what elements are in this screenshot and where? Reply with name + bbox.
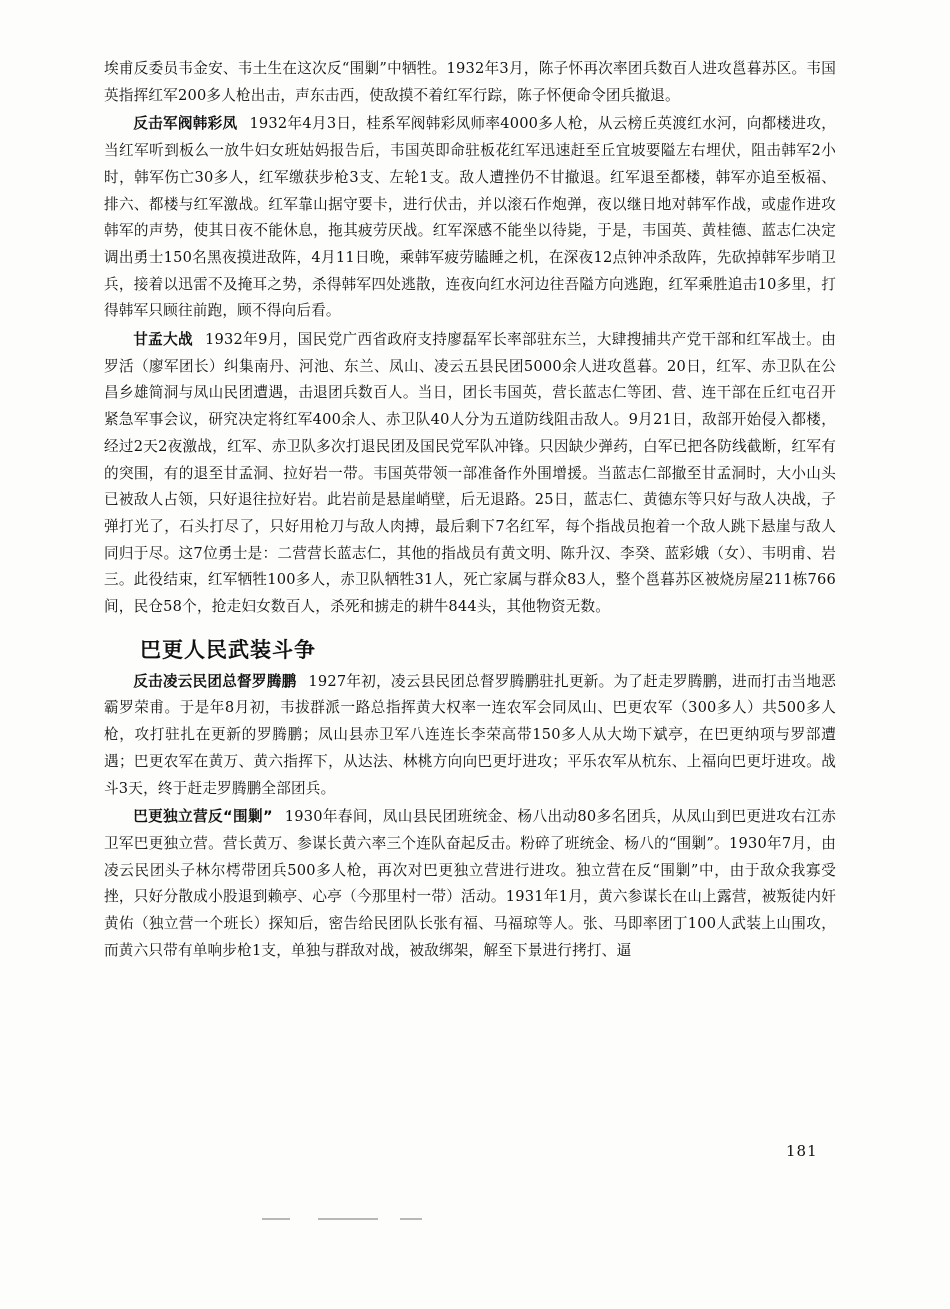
page-number: 181 xyxy=(786,1142,818,1160)
scan-artifact xyxy=(318,1218,378,1220)
run-in-heading: 反击军阀韩彩凤 xyxy=(133,115,238,133)
scan-artifact xyxy=(262,1218,290,1220)
paragraph-text: 埃甫反委员韦金安、韦土生在这次反“围剿”中牺牲。1932年3月，陈子怀再次率团兵数百人进攻邕暮苏区。韦国英指挥红军200多人枪出击，声东击西，使敌摸不着红军行踪，陈子怀便命令团兵撤退。 xyxy=(104,60,836,104)
paragraph-text: 1930年春间，凤山县民团班统金、杨八出动80多名团兵，从凤山到巴更进攻右江赤卫军巴更独立营。营长黄万、参谋长黄六率三个连队奋起反击。粉碎了班统金、杨八的“围剿”。1930年7月，由凌云民团头子林尔樗带团兵500多人枪，再次对巴更独立营进行进攻。独立营在反“围剿”中，由于敌众我寡受挫，只好分散成小股退到赖亭、心亭（今那里村一带）活动。1931年1月，黄六参谋长在山上露营，被叛徒内奸黄佑（独立营一个班长）探知后，密告给民团队长张有福、马福琼等人。张、马即率团丁100人武装上山围攻，而黄六只带有单响步枪1支，单独与群敌对战，被敌绑架，解至下景进行拷打、逼 xyxy=(104,808,836,959)
section-title: 巴更人民武装斗争 xyxy=(140,637,316,662)
paragraph-text: 1927年初，凌云县民团总督罗腾鹏驻扎更新。为了赶走罗腾鹏，进而打击当地恶霸罗荣甫。于是年8月初，韦拔群派一路总指挥黄大权率一连农军会同凤山、巴更农军（300多人）共500多人枪，攻打驻扎在更新的罗腾鹏；凤山县赤卫军八连连长李荣高带150多人从大坳下斌亭，在巴更纳项与罗部遭遇；巴更农军在黄万、黄六指挥下，从达法、林桃方向向巴更圩进攻；平乐农军从杭东、上福向巴更圩进攻。战斗3天，终于赶走罗腾鹏全部团兵。 xyxy=(104,672,836,797)
page-body xyxy=(104,56,836,967)
run-in-heading: 反击凌云民团总督罗腾鹏 xyxy=(133,672,297,690)
paragraph-bageng-battalion xyxy=(104,804,836,964)
run-in-heading: 甘孟大战 xyxy=(133,331,194,349)
paragraph-luo-tengpeng xyxy=(104,669,836,803)
paragraph-ganmeng-battle xyxy=(104,327,836,621)
paragraph-text: 1932年4月3日，桂系军阀韩彩凤师率4000多人枪，从云榜丘英渡红水河，向都楼进攻，当红军听到板么一放牛妇女班姑妈报告后，韦国英即命驻板花红军迅速赶至丘宜坡要隘左右埋伏，阻击韩军2小时，韩军伤亡30多人，红军缴获步枪3支、左轮1支。敌人遭挫仍不甘撤退。红军退至都楼，韩军亦追至板福、排六、都楼与红军激战。红军靠山据守要卡，进行伏击，并以滚石作炮弹，夜以继日地对韩军作战，或虚作进攻韩军的声势，使其日夜不能休息，拖其疲劳厌战。红军深感不能坐以待毙，于是，韦国英、黄桂德、蓝志仁决定调出勇士150名黑夜摸进敌阵，4月11日晚，乘韩军疲劳瞌睡之机，在深夜12点钟冲杀敌阵，先砍掉韩军步哨卫兵，接着以迅雷不及掩耳之势，杀得韩军四处逃散，连夜向红水河边往吾隘方向逃跑，红军乘胜追击10多里，打得韩军只顾往前跑，顾不得向后看。 xyxy=(104,115,837,320)
run-in-heading: 巴更独立营反“围剿” xyxy=(133,808,273,826)
paragraph-text: 1932年9月，国民党广西省政府支持廖磊军长率部驻东兰，大肆搜捕共产党干部和红军战士。由罗活（廖军团长）纠集南丹、河池、东兰、凤山、凌云五县民团5000余人进攻邕暮。20日，红军、赤卫队在公昌乡雄简洞与凤山民团遭遇，击退团兵数百人。当日，团长韦国英，营长蓝志仁等团、营、连干部在丘红屯召开紧急军事会议，研究决定将红军400余人、赤卫队40人分为五道防线阻击敌人。9月21日，敌部开始侵入都楼，经过2天2夜激战，红军、赤卫队多次打退民团及国民党军队冲锋。只因缺少弹药，白军已把各防线截断，红军有的突围，有的退至甘孟洞、拉好岩一带。韦国英带领一部准备作外围增援。当蓝志仁部撤至甘孟洞时，大小山头已被敌人占领，只好退往拉好岩。此岩前是悬崖峭壁，后无退路。25日，蓝志仁、黄德东等只好与敌人决战，子弹打光了，石头打尽了，只好用枪刀与敌人肉搏，最后剩下7名红军，每个指战员抱着一个敌人跳下悬崖与敌人同归于尽。这7位勇士是：二营营长蓝志仁，其他的指战员有黄文明、陈升汉、李癸、蓝彩娥（女）、韦明甫、岩三。此役结束，红军牺牲100多人，赤卫队牺牲31人，死亡家属与群众83人，整个邕暮苏区被烧房屋211栋766间，民仓58个，抢走妇女数百人，杀死和掳走的耕牛844头，其他物资无数。 xyxy=(104,331,836,616)
scan-artifact xyxy=(400,1218,422,1220)
paragraph-han-caifeng xyxy=(104,111,836,325)
paragraph-continuation xyxy=(104,56,836,109)
